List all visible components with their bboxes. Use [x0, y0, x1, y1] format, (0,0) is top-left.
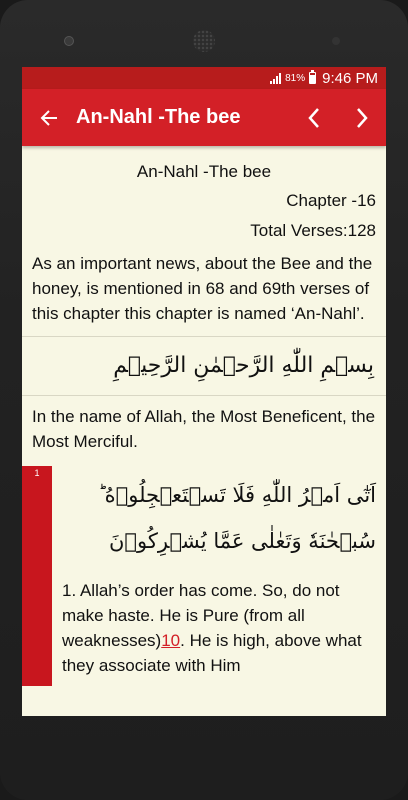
verse-item[interactable] — [22, 466, 386, 686]
back-button[interactable] — [22, 89, 76, 146]
arrow-left-icon — [40, 109, 58, 127]
verse-arabic: اَتٰٓى اَمۡرُ اللّٰهِ فَلَا تَسۡتَعۡجِلُوۡهُ ؕ سُبۡحٰنَهٗ وَتَعٰلٰى عَمَّا يُشۡرِكُوۡنَ — [97, 483, 376, 553]
chevron-right-icon — [355, 107, 369, 129]
status-bar — [22, 67, 386, 89]
chapter-number: Chapter -16 — [286, 191, 376, 210]
chevron-left-icon — [307, 107, 321, 129]
battery-icon — [309, 72, 316, 84]
verse-translation — [62, 564, 376, 678]
previous-chapter-button[interactable] — [290, 89, 338, 146]
footnote-link[interactable]: 10 — [161, 631, 181, 650]
verse-body — [52, 466, 386, 686]
chapter-header — [22, 146, 386, 336]
surah-name: An-Nahl -The bee — [136, 162, 272, 181]
chapter-content[interactable] — [22, 146, 386, 716]
next-chapter-button[interactable] — [338, 89, 386, 146]
bismillah-arabic: بِسۡمِ اللّٰهِ الرَّحۡمٰنِ الرَّحِيۡمِ — [113, 353, 374, 378]
proximity-sensor — [332, 37, 340, 45]
app-title: An-Nahl -The bee — [76, 106, 241, 128]
signal-icon — [270, 73, 281, 84]
app-bar — [22, 89, 386, 146]
chapter-intro: As an important news, about the Bee and the honey, is mentioned in 68 and 69th verses of this chapter this chapter is named ‘An-Nahl’. — [32, 254, 373, 323]
front-camera — [64, 36, 74, 46]
battery-percent: 81% — [285, 72, 306, 84]
verse-number: 1 — [22, 466, 52, 686]
earpiece-speaker — [193, 30, 215, 52]
phone-bottom-bezel — [0, 716, 408, 800]
screen — [22, 67, 386, 716]
verse-translation-text: 1. Allah’s order has come. So, do not make haste. He is Pure (from all weaknesses) — [62, 581, 340, 650]
status-time: 9:46 PM — [322, 69, 378, 87]
bismillah-translation: In the name of Allah, the Most Beneficent, the Most Merciful. — [32, 407, 376, 451]
verse-translation-text-end: . He is high, above what they associate with Him — [62, 631, 362, 675]
total-verses: Total Verses:128 — [250, 221, 376, 240]
